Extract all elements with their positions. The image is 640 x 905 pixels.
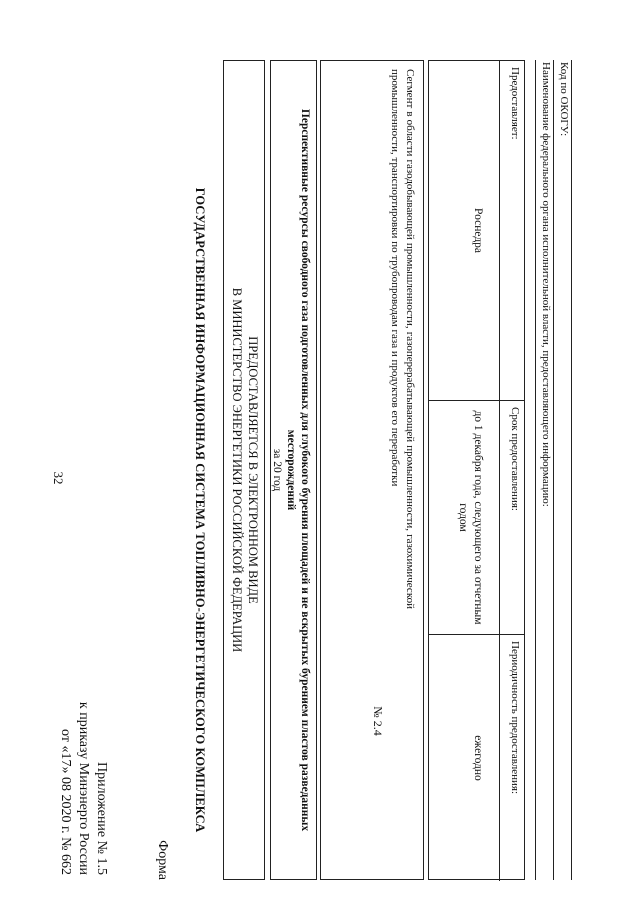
resources-title-box (270, 60, 317, 880)
provider-value: Роснедра (472, 207, 484, 254)
segment-text: Сегмент в области газодобывающей промышленности, газоперерабатывающей промышленности, газохимической промышленности, транспортировки по трубопроводам газа и продуктов его переработки (389, 69, 416, 609)
appendix-line-2: к приказу Минэнерго России (76, 701, 91, 875)
resources-title: Перспективные ресурсы свободного газа подготовленных для глубокого бурения площадей и не вскрытых бурением пластов разведанных месторождений (285, 108, 311, 832)
page-number: 32 (51, 471, 66, 485)
provider-header: Предоставляет: (499, 61, 524, 400)
appendix-line-1: Приложение № 1.5 (94, 762, 109, 875)
deadline-value: до 1 декабря года, следующего за отчетным годом (457, 410, 484, 625)
periodicity-column (429, 635, 524, 881)
submission-table (428, 60, 525, 880)
periodicity-value: ежегодно (472, 735, 484, 781)
footer-line-bottom (571, 60, 572, 880)
appendix-line-3: от «17» 08 2020 г. № 662 (58, 729, 73, 875)
segment-box (320, 60, 424, 880)
okogu-label: Код по ОКОГУ: (558, 62, 570, 137)
electronic-submission-box (223, 60, 265, 880)
footer-line-middle (553, 60, 554, 880)
appendix-block (56, 660, 110, 875)
reporting-year: за 20 год (271, 448, 283, 492)
electronic-line-2: В МИНИСТЕРСТВО ЭНЕРГЕТИКИ РОССИЙСКОЙ ФЕДЕРАЦИИ (230, 287, 244, 653)
main-title: ГОСУДАРСТВЕННАЯ ИНФОРМАЦИОННАЯ СИСТЕМА ТОПЛИВНО-ЭНЕРГЕТИЧЕСКОГО КОМПЛЕКСА (193, 187, 207, 833)
segment-number: № 2.4 (371, 706, 385, 736)
periodicity-header: Периодичность предоставления: (499, 635, 524, 881)
authority-label: Наименование федерального органа исполнительной власти, предоставляющего информацию: (540, 62, 552, 507)
deadline-column (429, 401, 524, 635)
form-label: Форма (155, 840, 170, 880)
footer-line-top (535, 60, 536, 880)
electronic-line-1: ПРЕДОСТАВЛЯЕТСЯ В ЭЛЕКТРОННОМ ВИДЕ (246, 336, 260, 604)
deadline-header: Срок предоставления: (499, 401, 524, 634)
provider-column (429, 61, 524, 401)
